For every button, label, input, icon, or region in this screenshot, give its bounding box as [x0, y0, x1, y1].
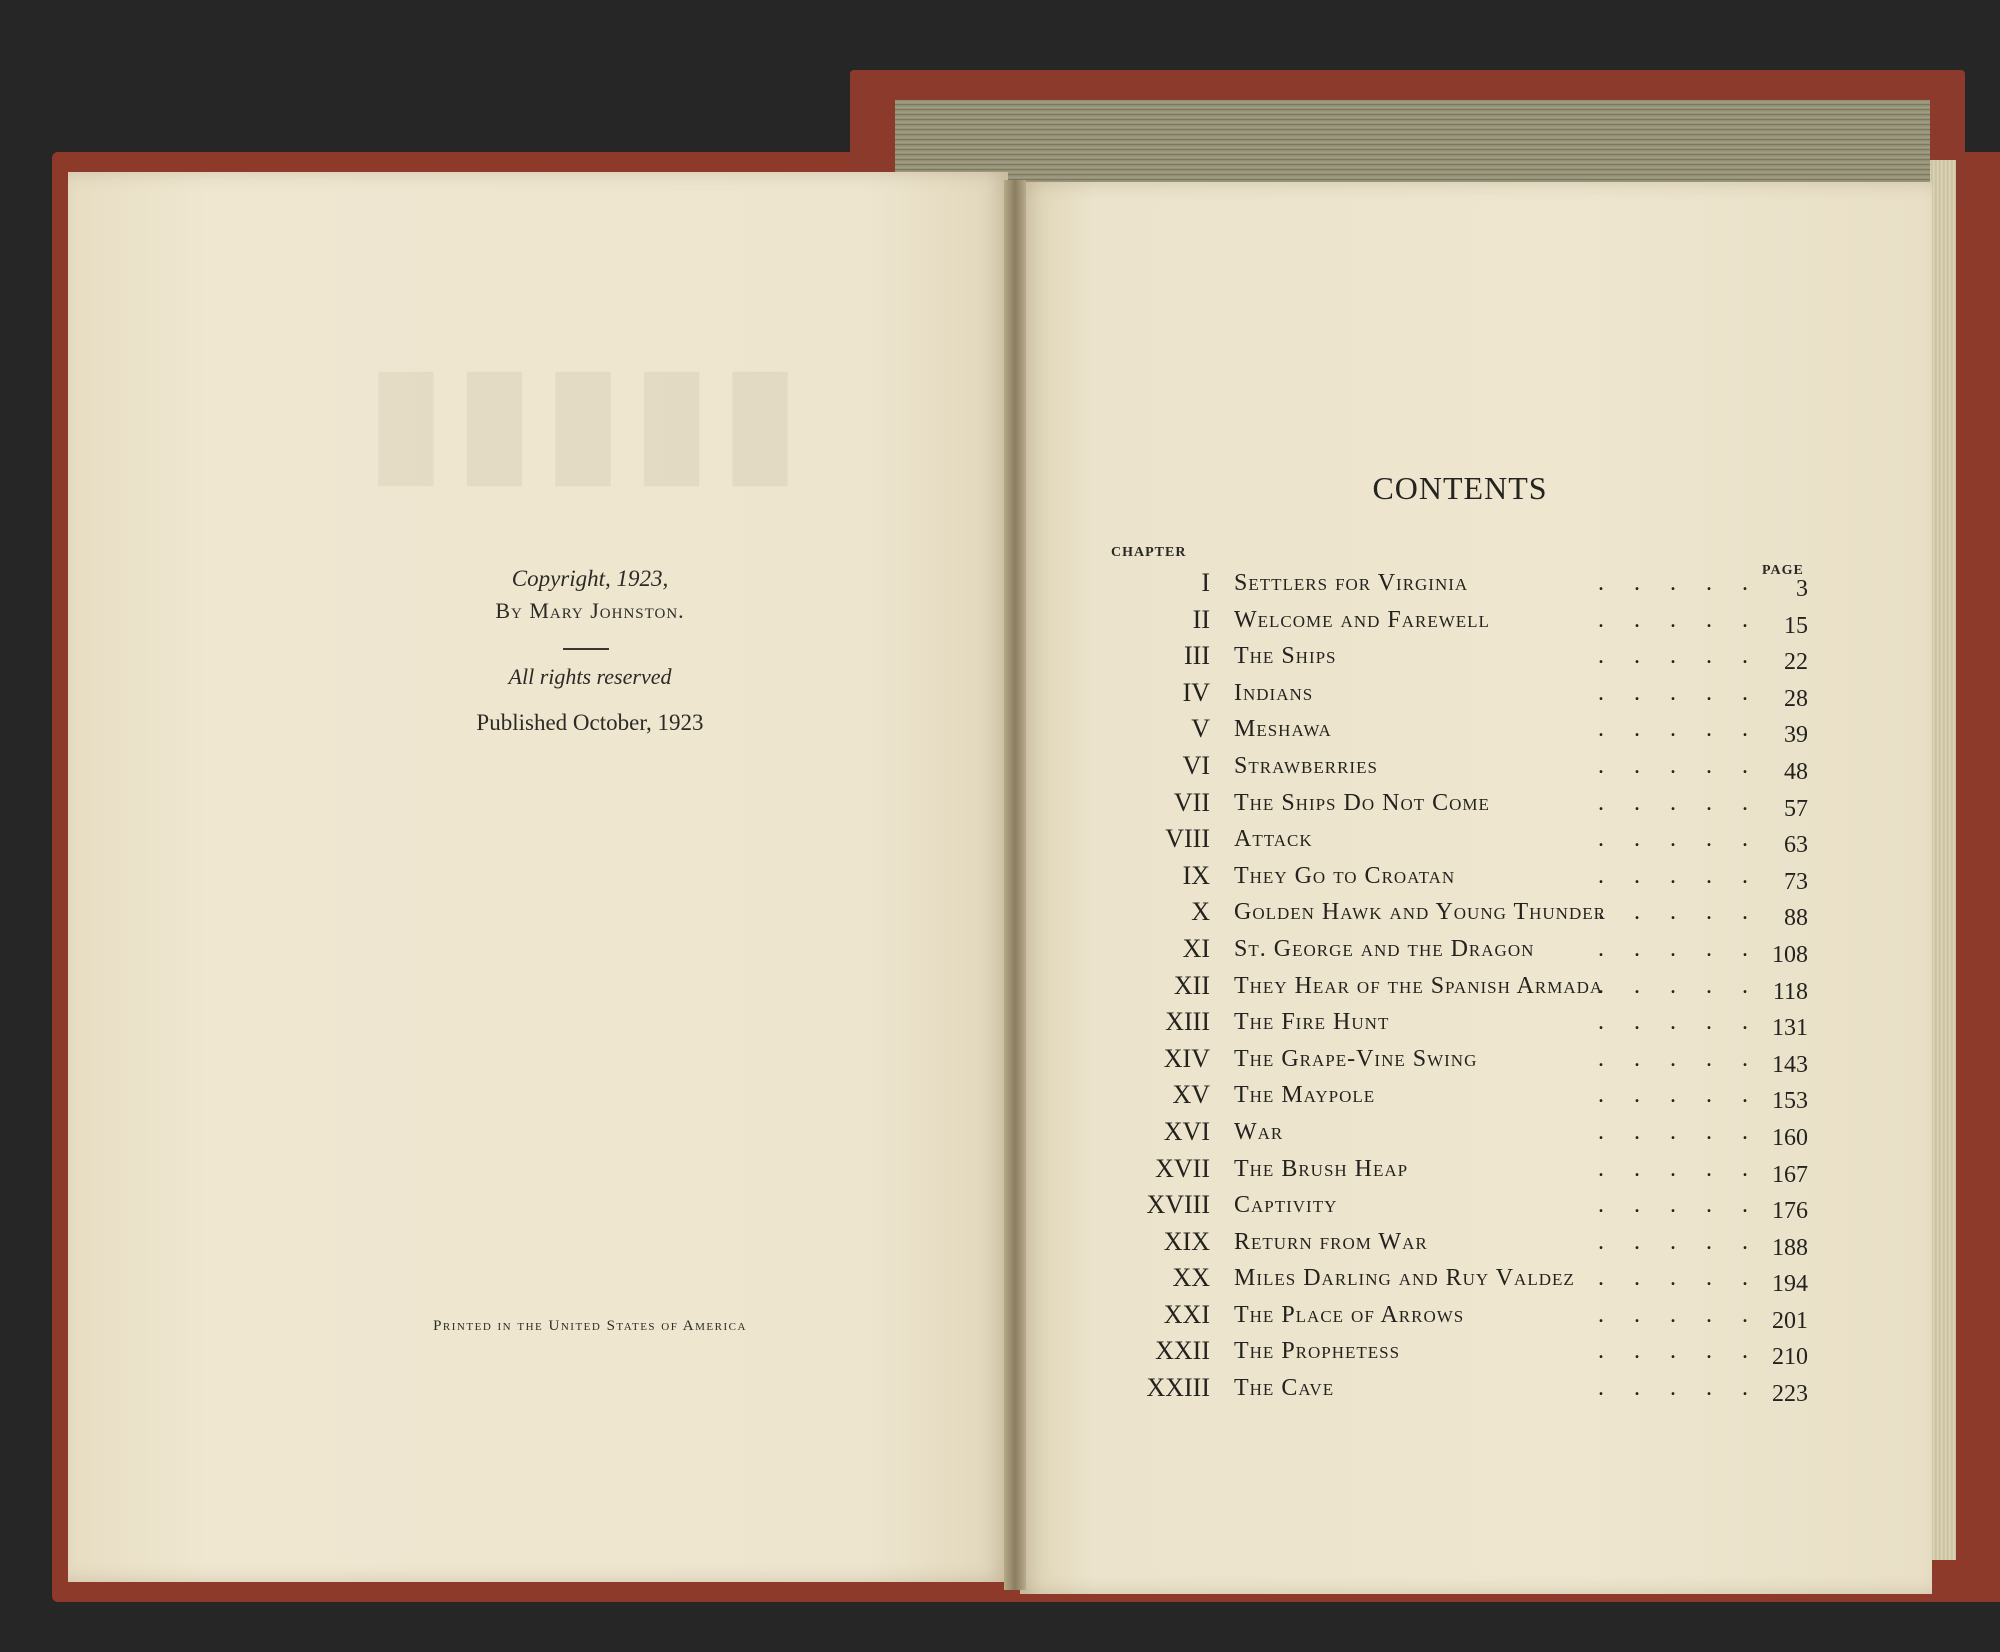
chapter-page: 73: [1784, 868, 1808, 895]
chapter-page: 118: [1772, 978, 1808, 1005]
chapter-number: XXIII: [1146, 1373, 1210, 1403]
chapter-number: VIII: [1165, 824, 1210, 854]
chapter-page: 223: [1772, 1381, 1808, 1408]
chapter-page: 108: [1772, 941, 1808, 968]
printed-line: Printed in the United States of America: [433, 1318, 747, 1334]
dot-leader: . . . . .: [1598, 1338, 1760, 1365]
chapter-number: IV: [1182, 677, 1210, 707]
published-line: Published October, 1923: [476, 710, 704, 735]
dot-leader: . . . . .: [1598, 1375, 1760, 1402]
chapter-number: XXI: [1163, 1299, 1210, 1329]
toc-row: [1100, 895, 1820, 932]
chapter-number: X: [1191, 897, 1210, 927]
chapter-number: I: [1201, 568, 1210, 597]
author-line: By Mary Johnston.: [495, 598, 685, 623]
toc-row: [1100, 749, 1820, 786]
chapter-page: 63: [1784, 832, 1808, 859]
chapter-title: Strawberries: [1234, 752, 1378, 779]
chapter-title: The Ships Do Not Come: [1234, 789, 1490, 816]
chapter-number: XXII: [1155, 1336, 1210, 1366]
chapter-title: Meshawa: [1234, 716, 1332, 743]
chapter-page: 39: [1784, 722, 1808, 749]
chapter-title: Welcome and Farewell: [1234, 606, 1490, 633]
chapter-column-label: CHAPTER: [1111, 545, 1187, 560]
show-through-ghost-text: ▮▮▮▮▮: [358, 335, 802, 501]
contents-title: CONTENTS: [1372, 470, 1548, 506]
chapter-number: XVI: [1163, 1116, 1210, 1146]
dot-leader: . . . . .: [1598, 899, 1760, 926]
dot-leader: . . . . .: [1598, 1228, 1760, 1255]
chapter-title: Golden Hawk and Young Thunder: [1234, 899, 1606, 926]
chapter-title: The Grape-Vine Swing: [1234, 1045, 1478, 1072]
toc-row: [1100, 1371, 1820, 1408]
dot-leader: . . . . .: [1598, 1045, 1760, 1072]
dot-leader: . . . . .: [1598, 1265, 1760, 1292]
chapter-page: 28: [1784, 685, 1808, 712]
chapter-page: 194: [1772, 1271, 1808, 1298]
dot-leader: . . . . .: [1598, 679, 1760, 706]
chapter-page: 176: [1772, 1198, 1808, 1225]
chapter-number: VI: [1182, 750, 1210, 780]
chapter-number: XX: [1172, 1263, 1210, 1293]
toc-row: [1100, 1078, 1820, 1115]
toc-row: [1100, 1298, 1820, 1335]
toc-row: [1100, 1042, 1820, 1079]
toc-row: [1100, 639, 1820, 676]
chapter-number: III: [1184, 641, 1210, 671]
chapter-title: The Ships: [1234, 643, 1337, 670]
chapter-page: 160: [1772, 1124, 1808, 1151]
dot-leader: . . . . .: [1598, 570, 1760, 596]
rights-line: All rights reserved: [508, 664, 672, 689]
toc-row: [1100, 1152, 1820, 1189]
chapter-page: 210: [1772, 1344, 1808, 1371]
chapter-page: 48: [1784, 758, 1808, 785]
toc-row: [1100, 712, 1820, 749]
chapter-title: Miles Darling and Ruy Valdez: [1234, 1265, 1575, 1292]
chapter-title: The Fire Hunt: [1234, 1009, 1390, 1036]
chapter-page: 22: [1784, 649, 1808, 676]
dot-leader: . . . . .: [1598, 972, 1760, 999]
chapter-title: St. George and the Dragon: [1234, 935, 1535, 962]
dot-leader: . . . . .: [1598, 606, 1760, 633]
toc-row: [1100, 1334, 1820, 1371]
toc-row: [1100, 932, 1820, 969]
chapter-title: Settlers for Virginia: [1234, 570, 1469, 596]
chapter-page: 167: [1772, 1161, 1808, 1188]
dot-leader: . . . . .: [1598, 1082, 1760, 1109]
chapter-number: V: [1191, 714, 1210, 744]
page-column-label: PAGE: [1762, 563, 1804, 578]
toc-row: [1100, 969, 1820, 1006]
toc-row: [1100, 603, 1820, 640]
chapter-number: II: [1192, 604, 1210, 634]
toc-row: [1100, 566, 1820, 603]
dot-leader: . . . . .: [1598, 1301, 1760, 1328]
chapter-title: The Place of Arrows: [1234, 1301, 1465, 1328]
chapter-title: The Cave: [1234, 1375, 1335, 1402]
chapter-page: 15: [1784, 612, 1808, 639]
chapter-title: The Prophetess: [1234, 1338, 1401, 1365]
fore-edge: [1930, 160, 1956, 1560]
dot-leader: . . . . .: [1598, 716, 1760, 743]
toc-row: [1100, 822, 1820, 859]
chapter-number: XV: [1172, 1080, 1210, 1110]
toc-row: [1100, 1261, 1820, 1298]
chapter-page: 143: [1772, 1051, 1808, 1078]
dot-leader: . . . . .: [1598, 862, 1760, 889]
chapter-number: XIV: [1163, 1043, 1210, 1073]
chapter-number: XVII: [1155, 1153, 1210, 1183]
toc-row: [1100, 1115, 1820, 1152]
chapter-title: They Hear of the Spanish Armada: [1234, 972, 1604, 999]
toc-row: [1100, 1225, 1820, 1262]
chapter-number: XVIII: [1146, 1190, 1210, 1220]
dot-leader: . . . . .: [1598, 643, 1760, 670]
chapter-page: 88: [1784, 905, 1808, 932]
chapter-number: VII: [1173, 787, 1210, 817]
dot-leader: . . . . .: [1598, 789, 1760, 816]
dot-leader: . . . . .: [1598, 1155, 1760, 1182]
chapter-number: IX: [1182, 860, 1210, 890]
chapter-title: They Go to Croatan: [1234, 862, 1456, 889]
chapter-title: Captivity: [1234, 1192, 1338, 1219]
toc-row: [1100, 676, 1820, 713]
toc-row: [1100, 786, 1820, 823]
dot-leader: . . . . .: [1598, 1009, 1760, 1036]
chapter-page: 188: [1772, 1234, 1808, 1261]
chapter-number: XIX: [1163, 1226, 1210, 1256]
chapter-title: The Brush Heap: [1234, 1155, 1409, 1182]
chapter-title: Attack: [1234, 826, 1313, 853]
chapter-title: Indians: [1234, 679, 1314, 706]
dot-leader: . . . . .: [1598, 1192, 1760, 1219]
dot-leader: . . . . .: [1598, 1118, 1760, 1145]
dot-leader: . . . . .: [1598, 826, 1760, 853]
toc-row: [1100, 1188, 1820, 1225]
divider-rule: [563, 648, 609, 650]
table-of-contents: [1100, 566, 1820, 1408]
toc-row: [1100, 1005, 1820, 1042]
chapter-page: 153: [1772, 1088, 1808, 1115]
book-gutter: [1004, 180, 1026, 1590]
chapter-page: 201: [1772, 1307, 1808, 1334]
dot-leader: . . . . .: [1598, 752, 1760, 779]
chapter-number: XI: [1182, 933, 1210, 963]
copyright-line: Copyright, 1923,: [511, 566, 669, 591]
chapter-number: XIII: [1165, 1007, 1210, 1037]
chapter-title: War: [1234, 1118, 1284, 1145]
chapter-title: Return from War: [1234, 1228, 1428, 1255]
toc-row: [1100, 859, 1820, 896]
chapter-number: XII: [1173, 970, 1210, 1000]
chapter-page: 57: [1784, 795, 1808, 822]
chapter-page: 131: [1772, 1015, 1808, 1042]
dot-leader: . . . . .: [1598, 935, 1760, 962]
chapter-page: 3: [1796, 576, 1808, 602]
chapter-title: The Maypole: [1234, 1082, 1376, 1109]
